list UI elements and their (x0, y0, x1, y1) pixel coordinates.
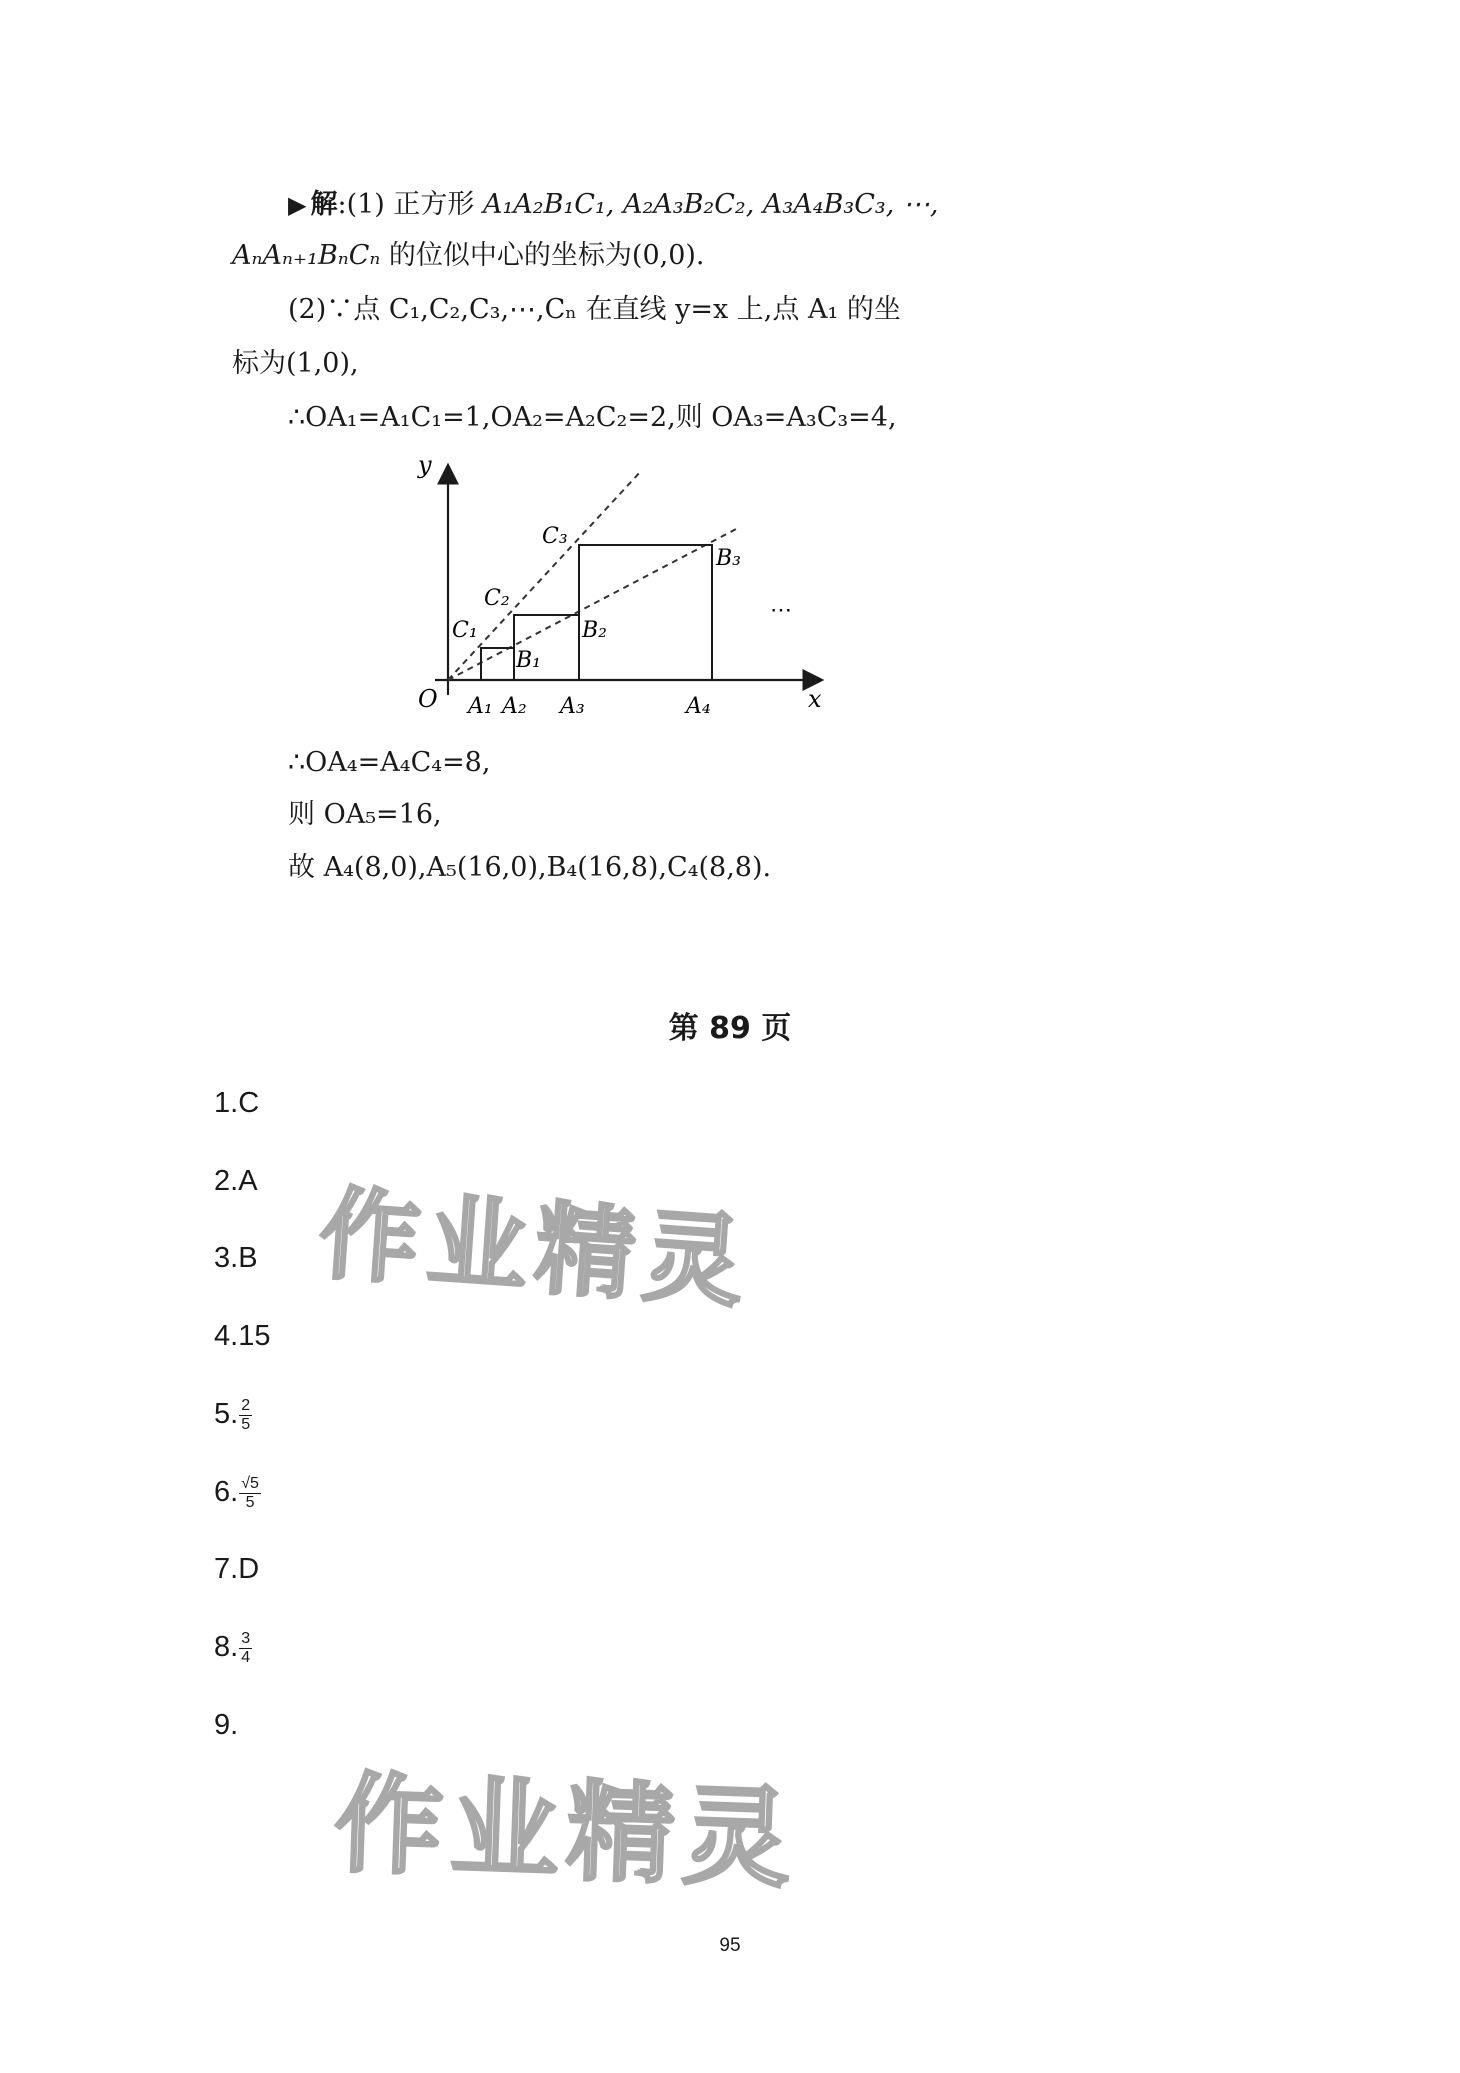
answer-5 (214, 1394, 252, 1434)
answer-2 (214, 1161, 258, 1201)
answer-number: 3. (214, 1242, 239, 1274)
line-y-equals-x (448, 470, 642, 680)
part1-general-square: AₙAₙ₊₁BₙCₙ (232, 240, 381, 271)
answer-number: 4. (214, 1320, 239, 1352)
play-marker-icon: ▶ (288, 191, 307, 219)
solution-line-2 (232, 236, 705, 276)
label-C1: C₁ (452, 618, 478, 643)
page-number: 95 (719, 1935, 741, 1956)
label-A1: A₁ (468, 694, 493, 719)
label-B1: B₁ (516, 648, 541, 673)
label-A2: A₂ (502, 694, 527, 719)
axis-y-label: y (418, 455, 432, 479)
answer-fraction (239, 1397, 252, 1434)
solution-line-8: 故 A₄(8,0),A₅(16,0),B₄(16,8),C₄(8,8). (288, 852, 772, 883)
fraction-numerator: 3 (241, 1629, 251, 1647)
solution-line-7: 则 OA₅=16, (288, 799, 442, 830)
answer-value: B (238, 1242, 258, 1274)
label-B3: B₃ (716, 546, 741, 571)
answer-fraction (239, 1475, 261, 1512)
watermark-top: 作业精灵 (315, 1175, 755, 1322)
solution-line-1 (288, 185, 938, 225)
answer-value: C (238, 1087, 260, 1119)
origin-label: O (418, 685, 438, 713)
answer-number: 9. (214, 1709, 239, 1741)
label-B2: B₂ (582, 618, 607, 643)
fraction-denominator: 5 (241, 1415, 251, 1433)
answer-1 (214, 1083, 259, 1123)
axis-x-label: x (808, 685, 822, 713)
label-C2: C₂ (484, 586, 510, 611)
answer-value: D (238, 1553, 260, 1585)
answer-number: 5. (214, 1398, 239, 1430)
square-1 (481, 648, 514, 680)
answer-6 (214, 1472, 261, 1512)
answer-7 (214, 1549, 259, 1589)
solution-line-4: 标为(1,0), (232, 348, 359, 379)
homothety-figure (410, 455, 830, 725)
solution-label: 解 (310, 189, 338, 220)
solution-line-5: ∴OA₁=A₁C₁=1,OA₂=A₂C₂=2,则 OA₃=A₃C₃=4, (288, 402, 897, 433)
watermark-bottom: 作业精灵 (332, 1761, 801, 1904)
fraction-denominator: 5 (245, 1493, 255, 1511)
answer-value: A (238, 1165, 258, 1197)
label-A4: A₄ (686, 694, 711, 719)
label-A3: A₃ (560, 694, 585, 719)
part1-line2-text: 的位似中心的坐标为(0,0). (380, 240, 705, 271)
part1-lead: :(1) 正方形 (337, 189, 483, 220)
answer-fraction (239, 1630, 252, 1667)
answer-9 (214, 1705, 238, 1745)
solution-line-6: ∴OA₄=A₄C₄=8, (288, 747, 491, 778)
answer-number: 6. (214, 1476, 239, 1508)
solution-line-3: (2)∵点 C₁,C₂,C₃,⋯,Cₙ 在直线 y=x 上,点 A₁ 的坐 (288, 294, 901, 325)
answer-number: 7. (214, 1553, 239, 1585)
answer-4 (214, 1316, 270, 1356)
answer-number: 2. (214, 1165, 239, 1197)
square-3 (579, 545, 712, 680)
ellipsis-label: ⋯ (770, 598, 792, 623)
part1-squares: A₁A₂B₁C₁, A₂A₃B₂C₂, A₃A₄B₃C₃, ⋯, (482, 189, 939, 220)
page-heading: 第 89 页 (668, 1011, 792, 1046)
answer-3 (214, 1238, 258, 1278)
fraction-denominator: 4 (241, 1648, 251, 1666)
label-C3: C₃ (542, 524, 568, 549)
fraction-numerator: 2 (241, 1396, 251, 1414)
answer-8 (214, 1627, 252, 1667)
answer-value: 15 (238, 1320, 271, 1352)
answer-number: 1. (214, 1087, 239, 1119)
answer-number: 8. (214, 1631, 239, 1663)
fraction-numerator: √5 (241, 1474, 259, 1492)
